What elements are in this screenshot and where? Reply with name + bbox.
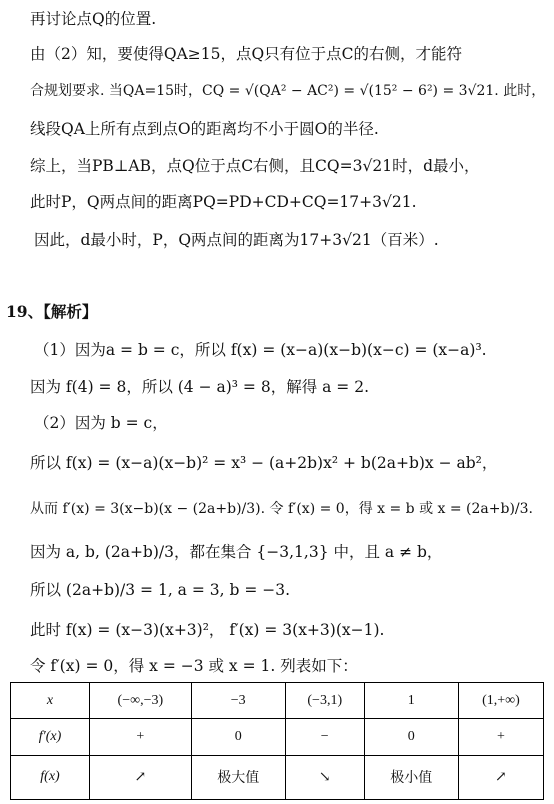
table-cell: (−3,1)	[285, 683, 364, 719]
table-cell: x	[11, 683, 90, 719]
section-heading-19: 19、【解析】	[6, 302, 98, 321]
text-line-15: 此时 f(x) = (x−3)(x+3)²， f′(x) = 3(x+3)(x−1).	[30, 621, 385, 639]
text-line-13: 因为 a, b, (2a+b)/3，都在集合 {−3,1,3} 中，且 a ≠ b，	[30, 543, 443, 561]
text-line-4: 线段QA上所有点到点O的距离均不小于圆O的半径.	[30, 120, 379, 138]
text-line-5: 综上，当PB⊥AB，点Q位于点C右侧，且CQ=3√21时，d最小，	[30, 157, 480, 175]
text-line-6: 此时P，Q两点间的距离PQ=PD+CD+CQ=17+3√21.	[30, 193, 417, 211]
text-line-9: 因为 f(4) = 8，所以 (4 − a)³ = 8，解得 a = 2.	[30, 378, 370, 396]
table-cell: +	[458, 719, 543, 755]
text-line-16: 令 f′(x) = 0，得 x = −3 或 x = 1. 列表如下：	[30, 657, 358, 675]
table-row	[11, 719, 544, 755]
table-row	[11, 683, 544, 719]
table-cell: ↘	[285, 755, 364, 799]
table-cell: (−∞,−3)	[90, 683, 192, 719]
table-cell: 极大值	[191, 755, 285, 799]
text-line-7: 因此，d最小时，P，Q两点间的距离为17+3√21（百米）.	[34, 231, 439, 249]
table-row	[11, 755, 544, 799]
table-cell: ↗	[458, 755, 543, 799]
table-cell: −	[285, 719, 364, 755]
table-cell: +	[90, 719, 192, 755]
text-line-10: （2）因为 b = c，	[34, 414, 168, 432]
table-cell: 极小值	[364, 755, 458, 799]
table-cell: 1	[364, 683, 458, 719]
table-cell: ↗	[90, 755, 192, 799]
table-cell: f′(x)	[11, 719, 90, 755]
sign-table	[10, 682, 544, 800]
table-cell: 0	[191, 719, 285, 755]
text-line-8: （1）因为a = b = c，所以 f(x) = (x−a)(x−b)(x−c) = (x−a)³.	[34, 341, 487, 359]
text-line-3: 合规划要求. 当QA=15时，CQ = √(QA² − AC²) = √(15² − 6²) = 3√21. 此时，	[30, 83, 546, 99]
text-line-1: 再讨论点Q的位置.	[30, 10, 157, 28]
table-cell: 0	[364, 719, 458, 755]
text-line-14: 所以 (2a+b)/3 = 1, a = 3, b = −3.	[30, 581, 291, 599]
table-cell: f(x)	[11, 755, 90, 799]
table-cell: −3	[191, 683, 285, 719]
table-cell: (1,+∞)	[458, 683, 543, 719]
text-line-2: 由（2）知，要使得QA≥15，点Q只有位于点C的右侧，才能符	[30, 45, 463, 63]
text-line-11: 所以 f(x) = (x−a)(x−b)² = x³ − (a+2b)x² + b(2a+b)x − ab²，	[30, 454, 498, 472]
text-line-12: 从而 f′(x) = 3(x−b)(x − (2a+b)/3). 令 f′(x) = 0，得 x = b 或 x = (2a+b)/3.	[30, 501, 534, 517]
